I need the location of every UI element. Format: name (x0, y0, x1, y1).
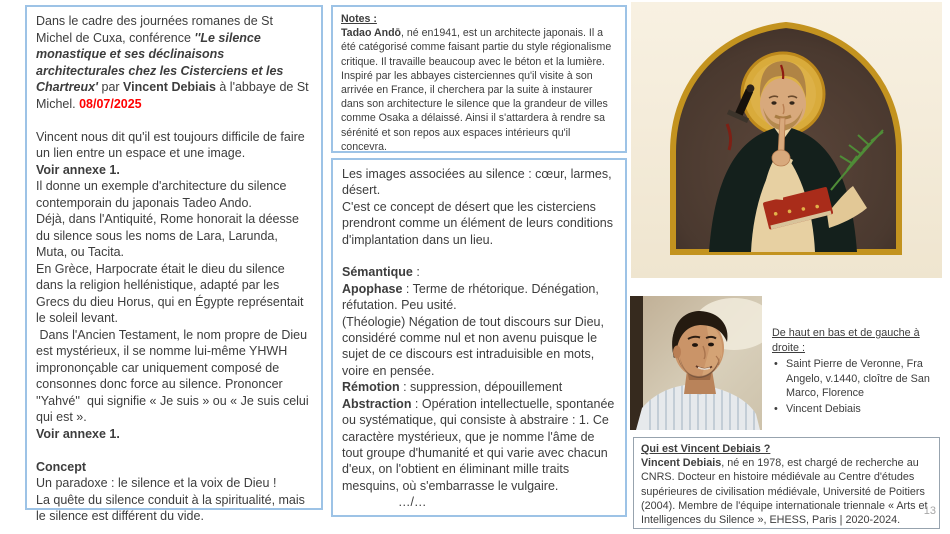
paragraph: En Grèce, Harpocrate était le dieu du silence dans la religion hellénistique, adapté par les Grecs du dieu Horus, qui en Égypte représentait le soleil levant. (36, 261, 304, 325)
vincent-debiais-photo (630, 296, 762, 430)
paragraph: Dans l'Ancien Testament, le nom propre de Dieu est mystérieux, il se nomme lui-même YHWH imprononçable car uniquement composé de consonnes donc force au silence. Prononcer ''Yahvé'' qui signifie « Je suis » ou « Je suis celui qui est ». (36, 327, 309, 424)
semantics-box[interactable] (331, 158, 627, 517)
paragraph: Rémotion : suppression, dépouillement (342, 380, 563, 395)
images-caption (772, 326, 944, 418)
paragraph: Sémantique : (342, 265, 420, 280)
paragraph: Tadao Andō, né en1941, est un architecte japonais. Il a été catégorisé comme faisant partie du style régionalisme critique. Il travaille beaucoup avec le béton et la lumière. Inspiré par les abbayes cisterciennes qu'il visite à son arrivée en France, il cherchera par la suite à instaurer dans son architecture le silence que la grandeur de villes comme Osaka a délaissé. Ainsi il s'attardera à rendre sa sérénité et son repos aux espaces intérieurs qu'il concevra. (341, 27, 612, 153)
photo-left-dark-band (630, 296, 643, 430)
paragraph: …/… (398, 495, 427, 510)
vincent-debiais-photo-image (630, 296, 762, 430)
paragraph: La quête du silence conduit à la spiritualité, mais le silence est différent du vide. (36, 492, 305, 523)
slide-page-number: 13 (923, 505, 936, 517)
paragraph: Il donne un exemple d'architecture du silence contemporain du japonais Tadeo Ando. (36, 179, 287, 210)
paragraph: Vincent Debiais, né en 1978, est chargé de recherche au CNRS. Docteur en histoire médiévale au Centre d'études supérieures de civilisation médiévale, Université de Poitiers (2004). Membre de l'équipe internationale triennale « Arts et Intelligences du Silence », EHESS, Paris | 2020-2024. (641, 457, 928, 527)
caption-heading: De haut en bas et de gauche à droite : (772, 327, 920, 354)
ear (673, 346, 681, 359)
paragraph: Dans le cadre des journées romanes de St Michel de Cuxa, conférence ''Le silence monastique et ses déclinaisons architecturales chez les Cisterciens et les Chartreux' par Vincent Debiais à l'abbaye de St Michel. 08/07/2025 (36, 14, 309, 111)
notes-tadao-ando-box[interactable] (331, 5, 627, 153)
paragraph: Qui est Vincent Debiais ? (641, 443, 771, 455)
paragraph: C'est ce concept de désert que les cisterciens prendront comme un élément de leurs conditions d'implantation dans un lieu. (342, 199, 613, 247)
list-item: • Saint Pierre de Veronne, Fra Angelo, v.1440, cloître de San Marco, Florence (772, 357, 944, 401)
paragraph: Notes : (341, 13, 377, 25)
paragraph: Apophase : Terme de rhétorique. Dénégation, réfutation. Peu usité. (342, 281, 599, 313)
conference-summary-box[interactable] (25, 5, 323, 523)
vincent-debiais-bio-box[interactable] (633, 437, 940, 529)
paragraph: Vincent nous dit qu'il est toujours difficile de faire un lien entre un espace et une image. (36, 129, 305, 160)
paragraph: Abstraction : Opération intellectuelle, spontanée ou systématique, qui consiste à abstraire : 1. Ce caractère mystérieux, que je nomme l'âme de tout groupe d'humanité et qui varie avec chacun d'eux, on l'obtient en éliminant mille traits mesquins, où s'embarrasse le vulgaire. (342, 396, 615, 493)
list-item: • Vincent Debiais (772, 402, 944, 417)
paragraph: (Théologie) Négation de tout discours sur Dieu, considéré comme nul et non avenu puisque le sujet de ce discours est intraduisible en mots, voire en pensée. (342, 314, 604, 378)
paragraph (36, 442, 312, 459)
paragraph: Déjà, dans l'Antiquité, Rome honorait la déesse du silence sous les noms de Lara, Larunda, Muta, ou Tacita. (36, 212, 299, 259)
paragraph (36, 112, 312, 129)
paragraph: Un paradoxe : le silence et la voix de Dieu ! (36, 476, 277, 490)
paragraph: Voir annexe 1. (36, 162, 120, 177)
paragraph: Voir annexe 1. (36, 426, 120, 441)
caption-list (772, 357, 944, 416)
paragraph: Les images associées au silence : cœur, larmes, désert. (342, 167, 612, 198)
paragraph (342, 248, 616, 264)
saint-pierre-painting-image (631, 2, 942, 278)
paragraph: Concept (36, 459, 86, 474)
saint-pierre-painting (631, 2, 942, 278)
